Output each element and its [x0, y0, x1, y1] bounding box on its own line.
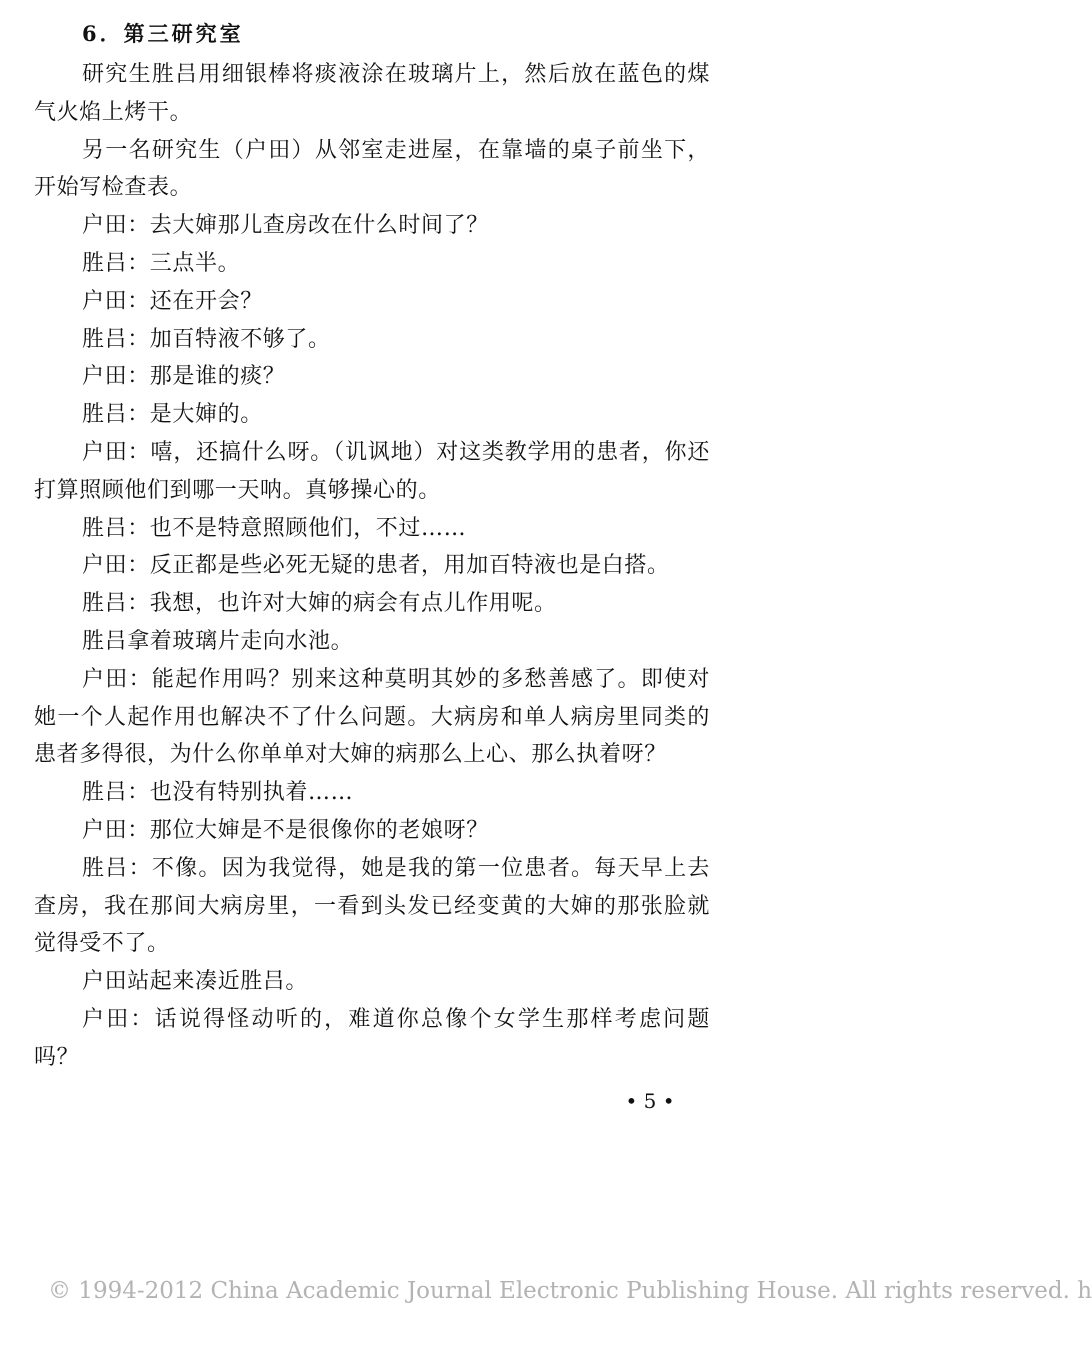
- paragraph-7: 户田：那是谁的痰？: [82, 364, 286, 390]
- paragraph-6: 胜吕：加百特液不够了。: [82, 326, 331, 352]
- paragraph-4: 胜吕：三点半。: [82, 250, 241, 276]
- paragraph-16: 户田：那位大婶是不是很像你的老娘呀？: [82, 817, 489, 843]
- paragraph-13: 胜吕拿着玻璃片走向水池。: [82, 628, 354, 654]
- paragraph-5: 户田：还在开会？: [82, 288, 263, 314]
- paragraph-14: 户田：能起作用吗？别来这种莫明其妙的多愁善感了。即使对她一个人起作用也解决不了什么问题。大病房和单人病房里同类的患者多得很，为什么你单单对大婶的病那么上心、那么执着呀？: [34, 666, 710, 768]
- paragraph-15: 胜吕：也没有特别执着……: [82, 780, 354, 806]
- body-text: [34, 56, 710, 1077]
- paragraph-11: 户田：反正都是些必死无疑的患者，用加百特液也是白搭。: [82, 553, 670, 579]
- paragraph-2: 另一名研究生（户田）从邻室走进屋，在靠墙的桌子前坐下，开始写检查表。: [34, 137, 710, 201]
- paragraph-1: 研究生胜吕用细银棒将痰液涂在玻璃片上，然后放在蓝色的煤气火焰上烤干。: [34, 62, 710, 125]
- paragraph-19: 户田：话说得怪动听的，难道你总像个女学生那样考虑问题吗？: [34, 1006, 710, 1070]
- paragraph-17: 胜吕：不像。因为我觉得，她是我的第一位患者。每天早上去查房，我在那间大病房里，一看到头发已经变黄的大婶的那张脸就觉得受不了。: [34, 855, 710, 957]
- paragraph-10: 胜吕：也不是特意照顾他们，不过……: [82, 515, 467, 541]
- paragraph-8: 胜吕：是大婶的。: [82, 402, 263, 428]
- paragraph-18: 户田站起来凑近胜吕。: [82, 969, 309, 995]
- paragraph-9: 户田：嘻，还搞什么呀。（讥讽地）对这类教学用的患者，你还打算照顾他们到哪一天呐。真够操心的。: [34, 439, 710, 503]
- copyright-footer: © 1994-2012 China Academic Journal Electronic Publishing House. All rights reserved. h: [48, 1278, 1092, 1304]
- section-heading: 6．第三研究室: [82, 21, 244, 46]
- paragraph-12: 胜吕：我想，也许对大婶的病会有点儿作用呢。: [82, 591, 557, 617]
- page-number: • 5 •: [625, 1089, 675, 1113]
- paragraph-3: 户田：去大婶那儿查房改在什么时间了？: [82, 213, 489, 239]
